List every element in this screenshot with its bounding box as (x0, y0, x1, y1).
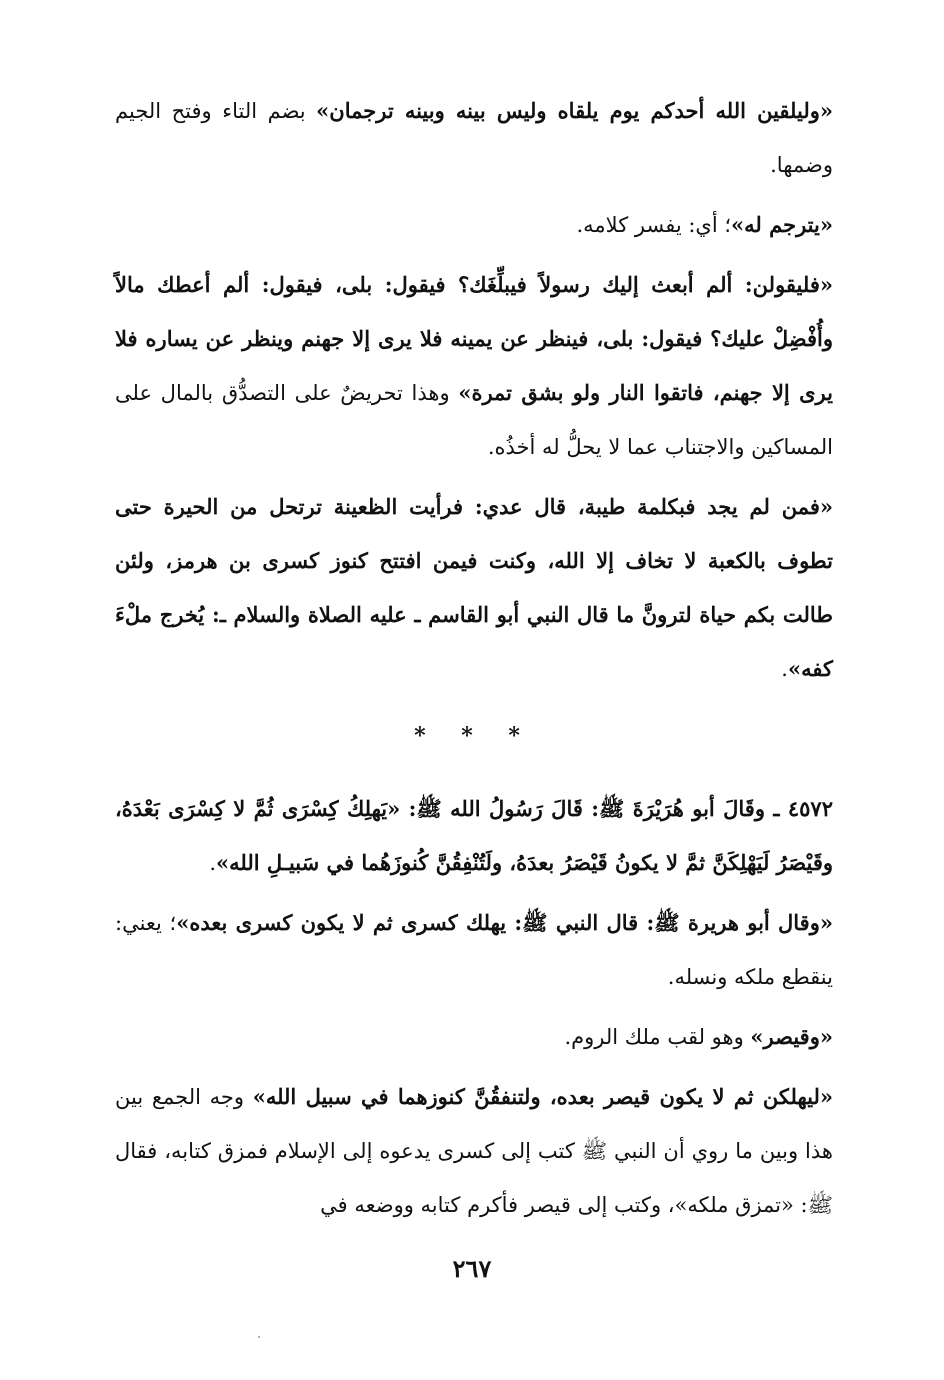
paragraph (115, 1010, 833, 1064)
commentary-text: . (781, 657, 788, 681)
quoted-hadith-text: «فليقولن: ألم أبعث إليك رسولاً فيبلِّغَك؟ فيقول: بلى، فيقول: ألم أعطك مالاً وأُفْضِلْ عليك؟ فيقول: بلى، فينظر عن يمينه فلا يرى إلا جهنم وينظر عن يساره فلا يرى إلا جهنم، فاتقوا النار ولو بشق تمرة» (115, 272, 833, 405)
section-separator: * * * (414, 723, 534, 749)
paragraph (115, 1070, 833, 1232)
page-number: ٢٦٧ (452, 1254, 492, 1283)
quoted-hadith-text: «وليلقين الله أحدكم يوم يلقاه وليس بينه وبينه ترجمان» (316, 98, 833, 123)
quoted-hadith-text: «ليهلكن ثم لا يكون قيصر بعده، ولتنفقُنَّ كنوزهما في سبيل الله» (252, 1084, 833, 1109)
commentary-text: وجه الجمع بين هذا وبين ما روي أن النبي ﷺ كتب إلى كسرى يدعوه إلى الإسلام فمزق كتابه، فقال ﷺ: «تمزق ملكه»، وكتب إلى قيصر فأكرم كتابه ووضعه في (115, 1085, 833, 1217)
quoted-hadith-text: «فمن لم يجد فبكلمة طيبة، قال عدي: فرأيت الظعينة ترتحل من الحيرة حتى تطوف بالكعبة لا تخاف إلا الله، وكنت فيمن افتتح كنوز كسرى بن هرمز، ولئن طالت بكم حياة لترونَّ ما قال النبي أبو القاسم ـ عليه الصلاة والسلام ـ: يُخرج ملْءَ كفه» (115, 494, 833, 681)
body-text (115, 84, 833, 1232)
scan-speck (258, 1336, 260, 1338)
commentary-text: بضم التاء وفتح الجيم وضمها. (115, 99, 833, 177)
quoted-hadith-text: «وقال أبو هريرة ﷺ: قال النبي ﷺ: يهلك كسرى ثم لا يكون كسرى بعده» (176, 910, 833, 935)
paragraph (115, 480, 833, 696)
quoted-hadith-text: «يترجم له» (731, 212, 833, 237)
commentary-text: . (209, 851, 217, 875)
paragraph (115, 198, 833, 252)
commentary-text: وهو لقب ملك الروم. (564, 1025, 751, 1049)
hadith-paragraph (115, 782, 833, 890)
commentary-text: وهذا تحريضٌ على التصدُّق بالمال على المساكين والاجتناب عما لا يحلُّ له أخذُه. (115, 381, 833, 459)
hadith-text: ٤٥٧٢ ـ وقَالَ أبو هُرَيْرَةَ ﷺ: قَالَ رَسُولُ الله ﷺ: «يَهلِكُ كِسْرَى ثُمَّ لا كِسْرَى بَعْدَهُ، وقَيْصَرُ لَيَهْلِكَنَّ ثمَّ لا يكونُ قَيْصَرُ بعدَهُ، ولَتُنْفِقُنَّ كُنوزَهُما في سَبيـلِ الله» (115, 796, 833, 875)
commentary-text: ؛ أي: يفسر كلامه. (576, 213, 732, 237)
paragraph (115, 258, 833, 474)
paragraph (115, 84, 833, 192)
commentary-text: ؛ يعني: ينقطع ملكه ونسله. (115, 911, 833, 989)
quoted-hadith-text: «وقيصر» (750, 1024, 833, 1049)
paragraph (115, 896, 833, 1004)
